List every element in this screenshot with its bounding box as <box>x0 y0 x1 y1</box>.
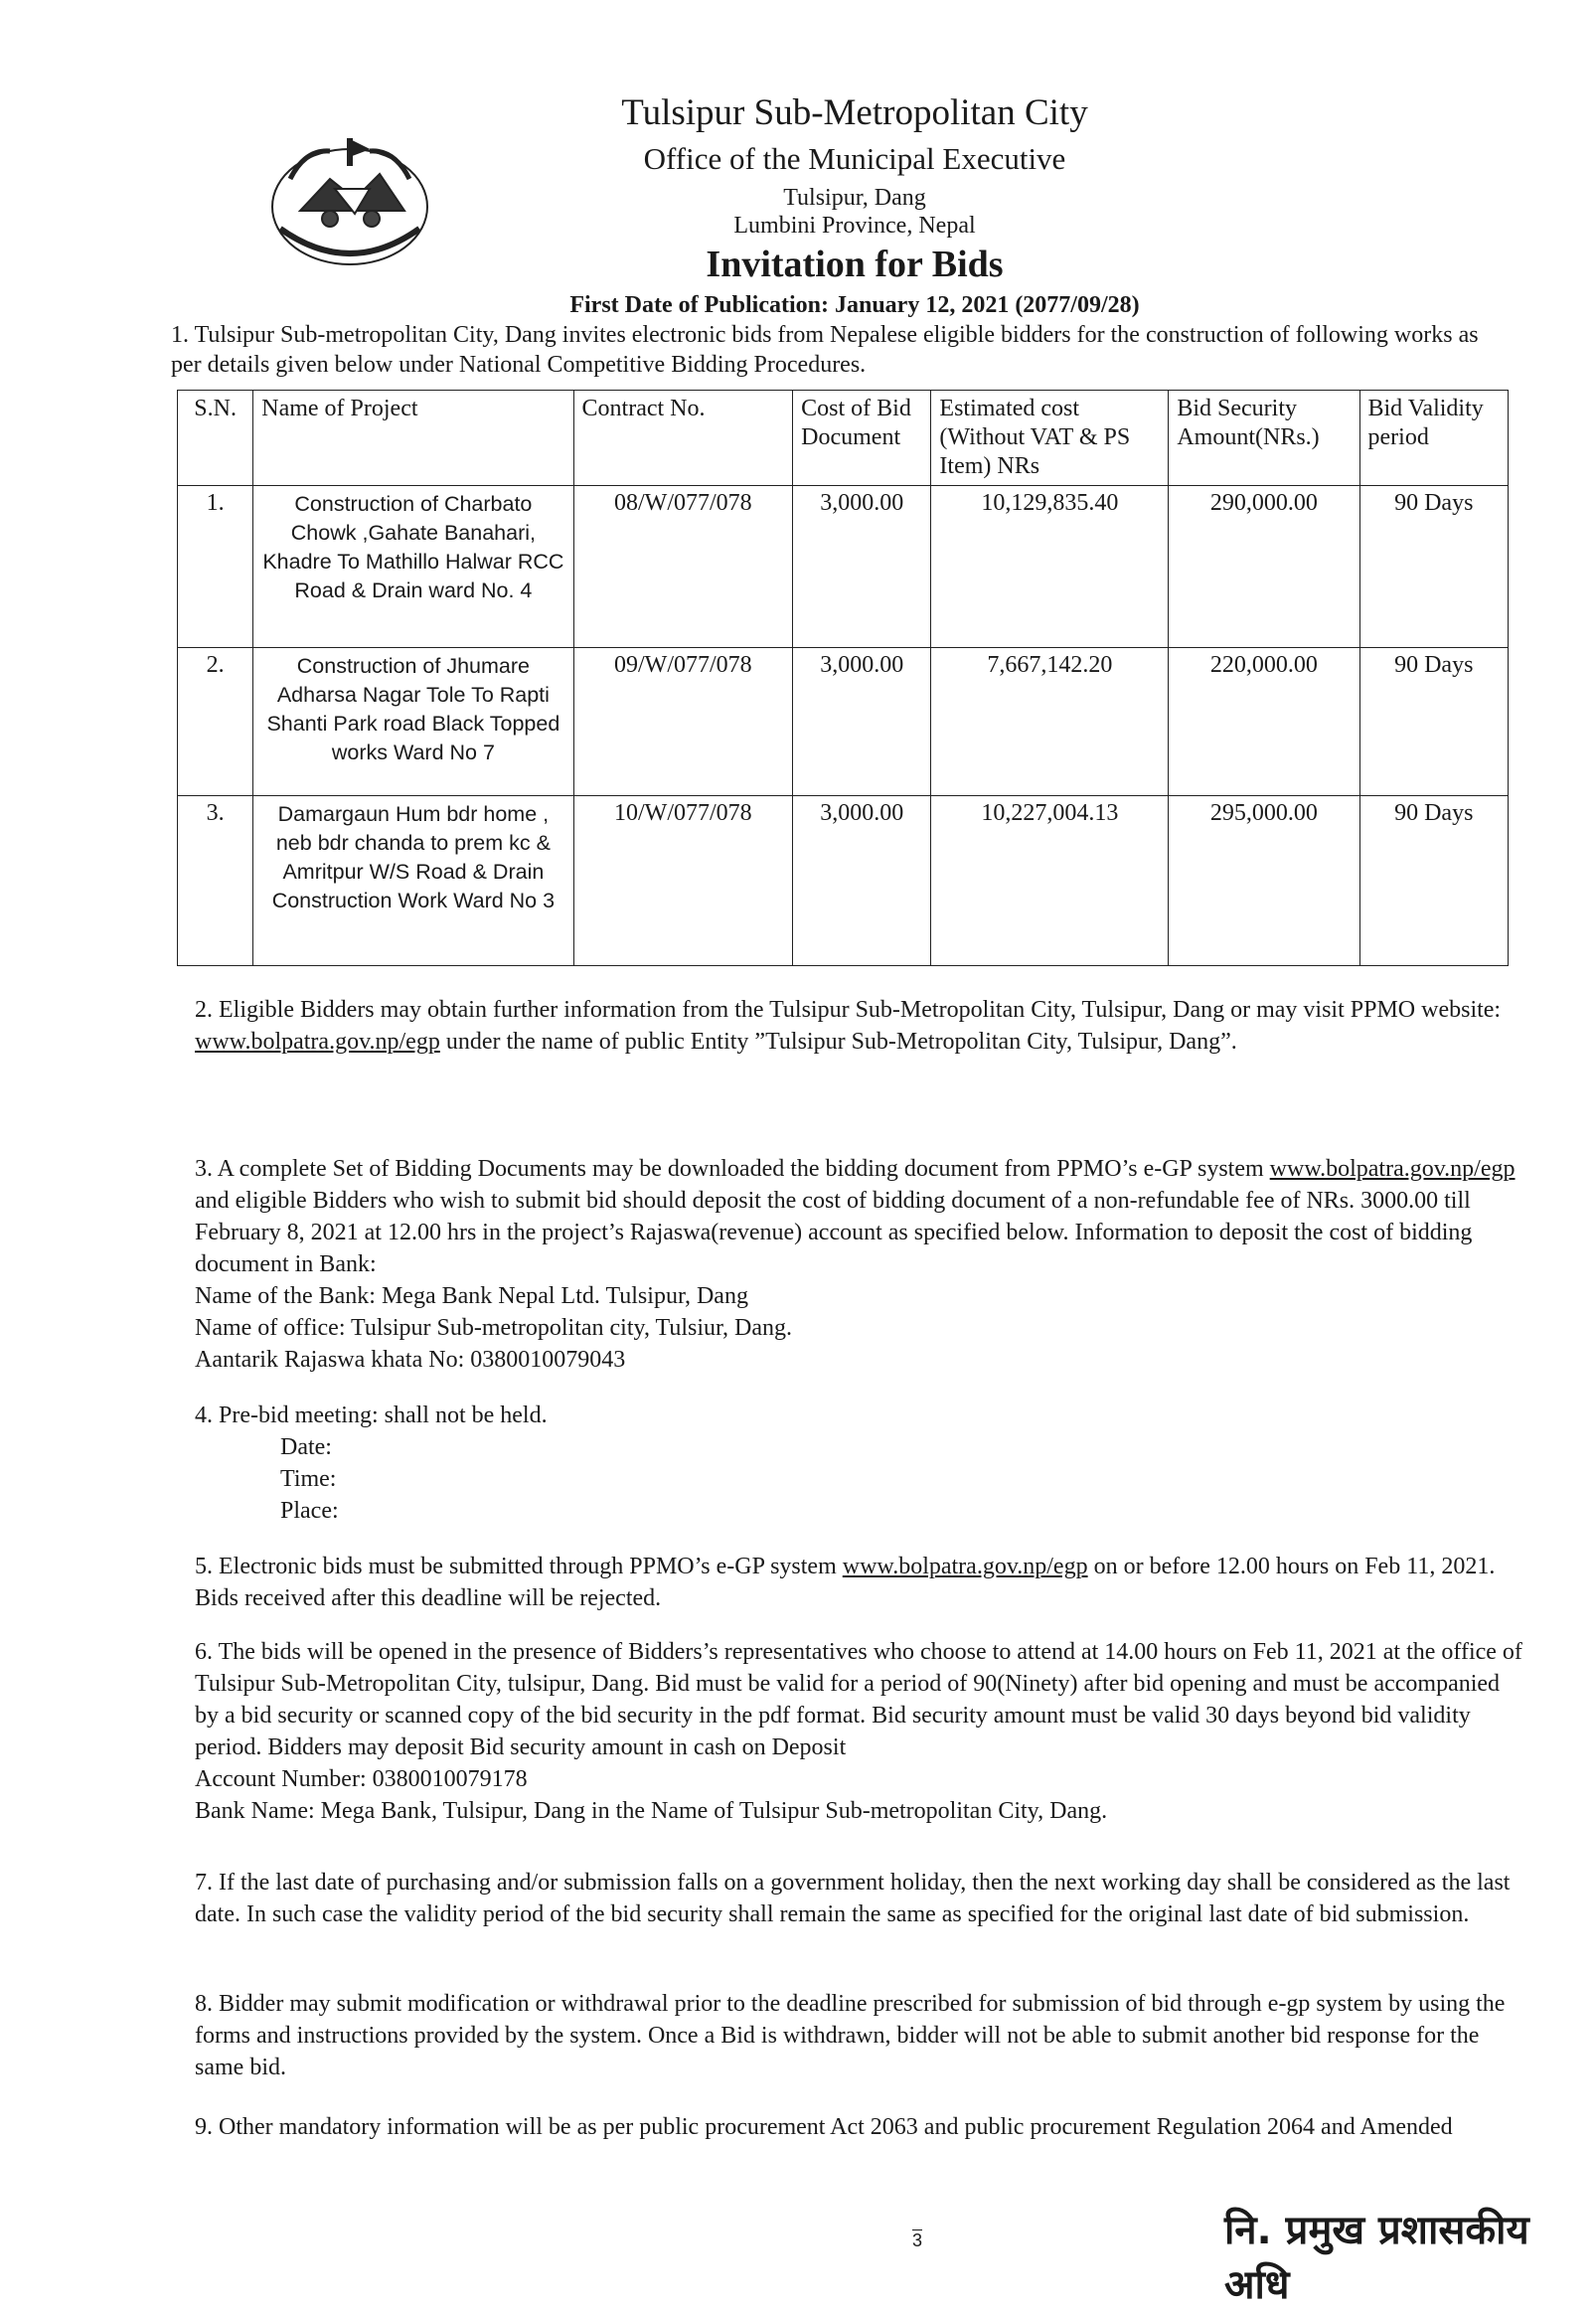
table-row <box>178 648 1509 796</box>
document-title: Invitation for Bids <box>706 244 1004 285</box>
prebid-meeting: 4. Pre-bid meeting: shall not be held. <box>195 1402 548 1428</box>
bank-name: Name of the Bank: Mega Bank Nepal Ltd. Tulsipur, Dang <box>195 1283 748 1309</box>
cell-sn: 2. <box>178 648 253 796</box>
cell-bid-document-cost: 3,000.00 <box>793 648 931 796</box>
cell-sn: 1. <box>178 486 253 648</box>
cell-bid-document-cost: 3,000.00 <box>793 796 931 966</box>
header-sn: S.N. <box>178 391 253 486</box>
city-name: Tulsipur Sub-Metropolitan City <box>621 92 1088 133</box>
paragraph-6-text: 6. The bids will be opened in the presence of Bidders’s representatives who choose to attend at 14.00 hours on Feb 11, 2021 at the office of Tulsipur Sub-Metropolitan City, tulsipur, Dang. Bid must be valid for a period of 90(Ninety) after bid opening and must be accompanied by a bid security or scanned copy of the bid security in the pdf format. Bid security amount must be valid 30 days beyond bid validity period. Bidders may deposit Bid security amount in cash on Deposit <box>195 1639 1522 1760</box>
bolpatra-link[interactable]: www.bolpatra.gov.np/egp <box>842 1554 1088 1579</box>
cell-contract-no: 10/W/077/078 <box>573 796 793 966</box>
header-bid-document-cost: Cost of Bid Document <box>793 391 931 486</box>
paragraph-5-text: 5. Electronic bids must be submitted through PPMO’s e-GP system <box>195 1554 843 1579</box>
header-bid-security: Bid Security Amount(NRs.) <box>1169 391 1359 486</box>
cell-project-name: Construction of Jhumare Adharsa Nagar Tole To Rapti Shanti Park road Black Topped works Ward No 7 <box>253 648 573 796</box>
bolpatra-link[interactable]: www.bolpatra.gov.np/egp <box>1269 1156 1516 1182</box>
prebid-time: Time: <box>280 1466 337 1492</box>
paragraph-8: 8. Bidder may submit modification or withdrawal prior to the deadline prescribed for submission of bid through e-gp system by using the forms and instructions provided by the system. Once a Bid is withdrawn, bidder will not be able to submit another bid response for the same bid. <box>195 1991 1506 2080</box>
paragraph-2 <box>195 994 1526 1058</box>
paragraph-3-text: 3. A complete Set of Bidding Documents may be downloaded the bidding document from PPMO’s e-GP system <box>195 1156 1270 1182</box>
header-contract-no: Contract No. <box>573 391 793 486</box>
paragraph-6 <box>195 1636 1526 1827</box>
table-row <box>178 796 1509 966</box>
cell-estimated-cost: 7,667,142.20 <box>931 648 1169 796</box>
deposit-account: Account Number: 0380010079178 <box>195 1766 528 1792</box>
cell-bid-validity: 90 Days <box>1359 648 1509 796</box>
paragraph-1: 1. Tulsipur Sub-metropolitan City, Dang invites electronic bids from Nepalese eligible bidders for the construction of following works as per details given below under National Competitive Bidding Procedures. <box>171 322 1479 378</box>
paragraph-4 <box>195 1400 1526 1527</box>
paragraph-2-text: 2. Eligible Bidders may obtain further information from the Tulsipur Sub-Metropolitan City, Tulsipur, Dang or may visit PPMO website: <box>195 997 1502 1023</box>
rajaswa-account: Aantarik Rajaswa khata No: 0380010079043 <box>195 1347 626 1373</box>
paragraph-3 <box>195 1153 1526 1376</box>
address-line-1: Tulsipur, Dang <box>783 185 926 211</box>
paragraph-9: 9. Other mandatory information will be as per public procurement Act 2063 and public procurement Regulation 2064 and Amended <box>195 2114 1453 2140</box>
office-name-line: Name of office: Tulsipur Sub-metropolitan city, Tulsiur, Dang. <box>195 1315 793 1341</box>
cell-bid-security: 220,000.00 <box>1169 648 1359 796</box>
cell-contract-no: 08/W/077/078 <box>573 486 793 648</box>
paragraph-3-text-end: and eligible Bidders who wish to submit bid should deposit the cost of bidding document of a non-refundable fee of NRs. 3000.00 till February 8, 2021 at 12.00 hrs in the project’s Rajaswa(revenue) account as specified below. Information to deposit the cost of bidding document in Bank: <box>195 1188 1473 1277</box>
header-project-name: Name of Project <box>253 391 573 486</box>
cell-bid-validity: 90 Days <box>1359 796 1509 966</box>
cell-estimated-cost: 10,227,004.13 <box>931 796 1169 966</box>
cell-bid-validity: 90 Days <box>1359 486 1509 648</box>
publication-date: First Date of Publication: January 12, 2021 (2077/09/28) <box>569 292 1140 318</box>
table-row <box>178 486 1509 648</box>
paragraph-7: 7. If the last date of purchasing and/or submission falls on a government holiday, then the next working day shall be considered as the last date. In such case the validity period of the bid security shall remain the same as specified for the original last date of bid submission. <box>195 1870 1511 1927</box>
header-bid-validity: Bid Validity period <box>1359 391 1509 486</box>
officer-signature-stamp: नि. प्रमुख प्रशासकीय अधि <box>1224 2208 1529 2308</box>
paragraph-5 <box>195 1551 1526 1614</box>
page-number: 3 <box>912 2230 923 2250</box>
cell-sn: 3. <box>178 796 253 966</box>
prebid-date: Date: <box>280 1434 332 1460</box>
paragraph-5-text-end: on or before 12.00 hours on Feb 11, 2021. Bids received after this deadline will be rejected. <box>195 1554 1496 1611</box>
prebid-place: Place: <box>280 1498 339 1524</box>
cell-bid-document-cost: 3,000.00 <box>793 486 931 648</box>
cell-project-name: Damargaun Hum bdr home , neb bdr chanda to prem kc & Amritpur W/S Road & Drain Construction Work Ward No 3 <box>253 796 573 966</box>
cell-estimated-cost: 10,129,835.40 <box>931 486 1169 648</box>
header-estimated-cost: Estimated cost (Without VAT & PS Item) NRs <box>931 391 1169 486</box>
address-line-2: Lumbini Province, Nepal <box>733 213 976 239</box>
deposit-bank: Bank Name: Mega Bank, Tulsipur, Dang in the Name of Tulsipur Sub-metropolitan City, Dang. <box>195 1798 1108 1824</box>
cell-bid-security: 295,000.00 <box>1169 796 1359 966</box>
office-name: Office of the Municipal Executive <box>643 141 1066 176</box>
nepal-emblem-logo <box>260 119 439 278</box>
cell-bid-security: 290,000.00 <box>1169 486 1359 648</box>
cell-contract-no: 09/W/077/078 <box>573 648 793 796</box>
paragraph-2-text-end: under the name of public Entity ”Tulsipur Sub-Metropolitan City, Tulsipur, Dang”. <box>439 1029 1237 1055</box>
bids-table <box>177 390 1509 966</box>
table-header-row <box>178 391 1509 486</box>
cell-project-name: Construction of Charbato Chowk ,Gahate Banahari, Khadre To Mathillo Halwar RCC Road & Drain ward No. 4 <box>253 486 573 648</box>
bolpatra-link[interactable]: www.bolpatra.gov.np/egp <box>195 1029 440 1055</box>
